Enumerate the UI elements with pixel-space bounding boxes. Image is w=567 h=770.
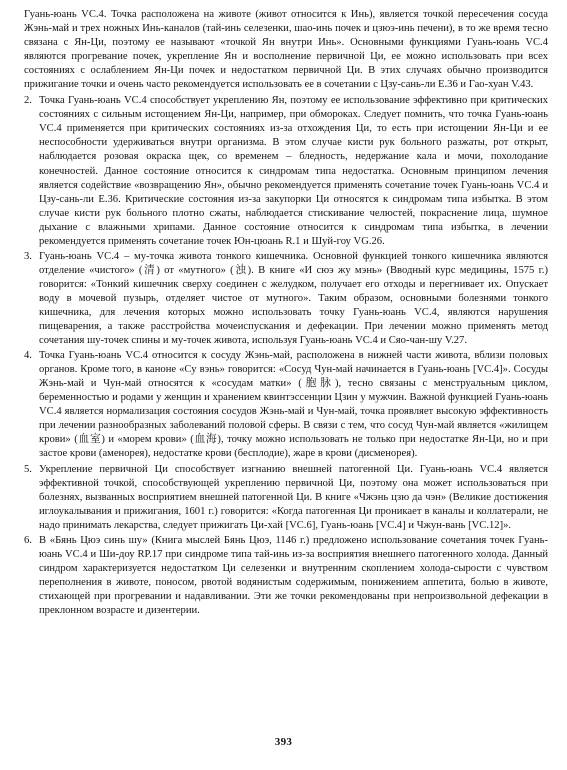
page-number: 393 <box>274 736 293 748</box>
list-item-6 <box>24 534 548 618</box>
item-text: В «Бянь Цюэ синь шу» (Книга мыслей Бянь Цюэ, 1146 г.) предложено использование сочетания точек Гуань-юань VC.4 и Ши-доу RP.17 при синдроме типа тай-инь из-за восприятия внешнего патогенного холода. Данный синдром характеризуется недостатком Ци селезенки и внутренним скоплением холода-сырости с чувством переполнения в животе, поносом, рвотой водянистым содержимым, понижением аппетита, болью в животе, стихающей при прогревании и надавливании. Эти же точки рекомендованы при непроизвольной дефекации в преклонном возрасте и дизентерии. <box>39 534 548 616</box>
item-text: Точка Гуань-юань VC.4 относится к сосуду Жэнь-май, расположена в нижней части живота, вблизи половых органов. Кроме того, в каноне «Су вэнь» говорится: «Сосуд Чун-май начинается в Гуань-юань [VC.4]». Сосуды Жэнь-май и Чун-май относятся к «сосудам матки» (胞脉), тесно связаны с менструальным циклом, беременностью и родами у женщин и хранением квинтэссенции Цзин у мужчин. Важной функцией Гуань-юань VC.4 является нормализация состояния сосудов Жэнь-май и Чун-май, точка проявляет высокую эффективность при лечении разнообразных заболеваний половой сферы. В связи с тем, что сосуд Чун-май является «жилищем крови» (血室) и «морем крови» (血海), точку можно использовать не только при недостатке Ян-Ци, но и при застое крови (аменорея), недостатке крови (бесплодие), жаре в крови (дисменорея). <box>39 350 548 460</box>
item-number: 3. <box>24 250 32 262</box>
item-text: Точка Гуань-юань VC.4 способствует укреплению Ян, поэтому ее использование эффективно при критических состояниях с сильным истощением Ян-Ци, например, при обмороках. Следует помнить, что точка Гуань-юань VC.4 применяется при критических состояниях из-за отхождения Ци, то есть при истощении Ян-Ци и ее неспособности удерживаться внутри организма. В этом случае кисти рук больного разжаты, рот открыт, наблюдается розовая окраска щек, со временем – бледность, недержание кала и мочи, похолодание конечностей. Данное состояние относится к синдромам типа недостатка. Основным принципом лечения является содействие «возвращению Ян», обычно рекомендуется применять сочетание точек Гуань-юань VC.4 и Цзу-сань-ли E.36. Критические состояния из-за закупорки Ци относятся к синдромам типа избытка. В этом случае кисти рук больного плотно сжаты, наблюдается стискивание челюстей, покраснение лица, шумное дыхание с влажными хрипами. Данное состояние относится к синдромам типа избытка, в лечении рекомендуется применять сочетание точек Юн-цюань R.1 и Шуй-гоу VG.26. <box>39 95 548 247</box>
list-item-2 <box>24 94 548 249</box>
item-number: 5. <box>24 463 32 475</box>
item-text: Укрепление первичной Ци способствует изгнанию внешней патогенной Ци. Гуань-юань VC.4 является эффективной точкой, способствующей укреплению первичной Ци, поэтому она может использоваться при болезнях, вызванных восприятием внешней патогенной Ци. В книге «Чжэнь цзю да чэн» (Великие достижения иглоукалывания и прижигания, 1601 г.) говорится: «Когда патогенная Ци проникает в каналы и коллатерали, не надо принимать лекарства, следует прижигать Ци-хай [VC.6], Гуань-юань [VC.4] и Чжун-вань [VC.12]». <box>39 463 548 531</box>
item-text: Гуань-юань VC.4 – му-точка живота тонкого кишечника. Основной функцией тонкого кишечника являются отделение «чистого» (清) от «мутного» (浊). В книге «И сюэ жу мэнь» (Вводный курс медицины, 1575 г.) говорится: «Тонкий кишечник сверху соединен с желудком, получает его отходы и перегнивает их. Опускает воду в мочевой пузырь, отделяет чистое от мутного». Таким образом, основными болезнями тонкого кишечника, для лечения которых можно использовать точку Гуань-юань VC.4, являются нарушения пищеварения, а также расстройства мочеиспускания и дефекации. При лечении можно применять метод сочетания шу-точек спины и му-точек живота, используя Гуань-юань VC.4 и Сяо-чан-шу V.27. <box>39 250 548 347</box>
list-item-4 <box>24 349 548 461</box>
page-body <box>24 8 548 618</box>
item-number: 4. <box>24 350 32 362</box>
list-item-5 <box>24 463 548 533</box>
item-number: 2. <box>24 95 32 107</box>
item-number: 6. <box>24 534 32 546</box>
numbered-list <box>24 94 548 618</box>
intro-paragraph: Гуань-юань VC.4. Точка расположена на животе (живот относится к Инь), является точкой пересечения сосуда Жэнь-май и трех ножных Инь-каналов (тай-инь селезенки, шао-инь почек и цзюэ-инь печени), в то же время тесно связана с Ян-Ци, поэтому ее называют «точкой Ян внутри Инь». Основными функциями Гуань-юань VC.4 являются прогревание почек, укрепление Ян и восполнение первичной Ци, ее можно использовать при всех состояниях с ослаблением Ян-Ци почек и недостатком первичной Ци. В этих случаях обычно производится прижигание точки и очень часто рекомендуется использовать ее в сочетании с Цзу-сань-ли E.36 и Гао-хуан V.43. <box>24 9 548 91</box>
list-item-3 <box>24 250 548 348</box>
